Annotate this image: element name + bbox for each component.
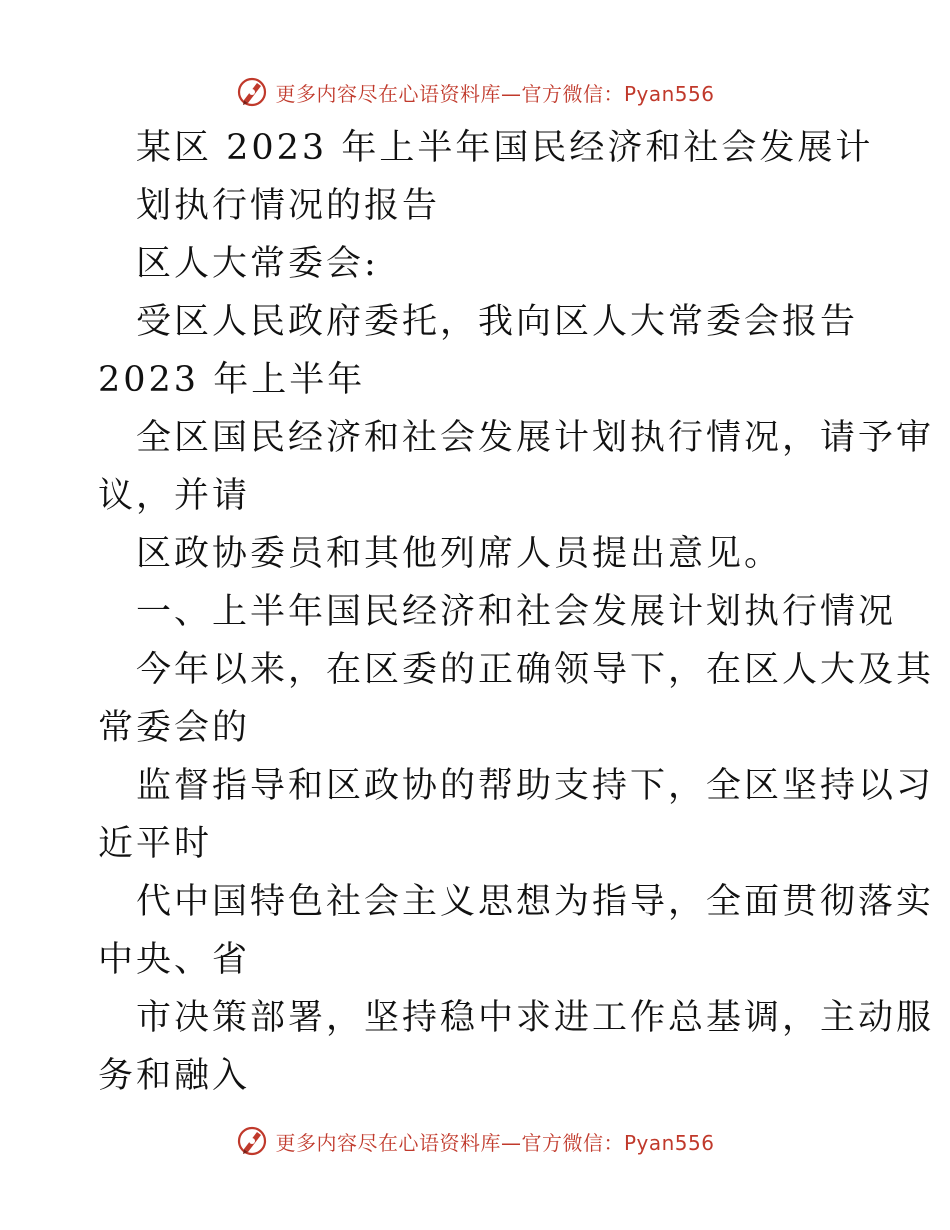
- paragraph-line: 今年以来，在区委的正确领导下，在区人大及其: [136, 650, 935, 690]
- header-banner: [0, 72, 950, 112]
- footer-banner-text: 更多内容尽在心语资料库—官方微信：Pyan556: [275, 1130, 715, 1155]
- document-title-line-2: 划执行情况的报告: [136, 186, 441, 226]
- paragraph-line: 2023 年上半年: [98, 360, 366, 400]
- paragraph-line: 市决策部署，坚持稳中求进工作总基调，主动服: [136, 998, 935, 1038]
- pen-circle-logo-icon: [235, 1124, 269, 1158]
- salutation: 区人大常委会:: [136, 244, 379, 284]
- paragraph-line: 常委会的: [98, 708, 251, 748]
- paragraph-line: 议，并请: [98, 476, 251, 516]
- paragraph-line: 区政协委员和其他列席人员提出意见。: [136, 534, 783, 574]
- footer-banner: [0, 1121, 950, 1161]
- paragraph-line: 受区人民政府委托，我向区人大常委会报告: [136, 302, 859, 342]
- section-heading: 一、上半年国民经济和社会发展计划执行情况: [136, 592, 897, 632]
- paragraph-line: 中央、省: [98, 940, 251, 980]
- header-banner-text: 更多内容尽在心语资料库—官方微信：Pyan556: [275, 81, 715, 106]
- pen-circle-logo-icon: [235, 75, 269, 109]
- paragraph-line: 监督指导和区政协的帮助支持下，全区坚持以习: [136, 766, 935, 806]
- document-title-line-1: 某区 2023 年上半年国民经济和社会发展计: [136, 128, 874, 168]
- paragraph-line: 近平时: [98, 824, 213, 864]
- paragraph-line: 务和融入: [98, 1056, 251, 1096]
- paragraph-line: 全区国民经济和社会发展计划执行情况，请予审: [136, 418, 935, 458]
- paragraph-line: 代中国特色社会主义思想为指导，全面贯彻落实: [136, 882, 935, 922]
